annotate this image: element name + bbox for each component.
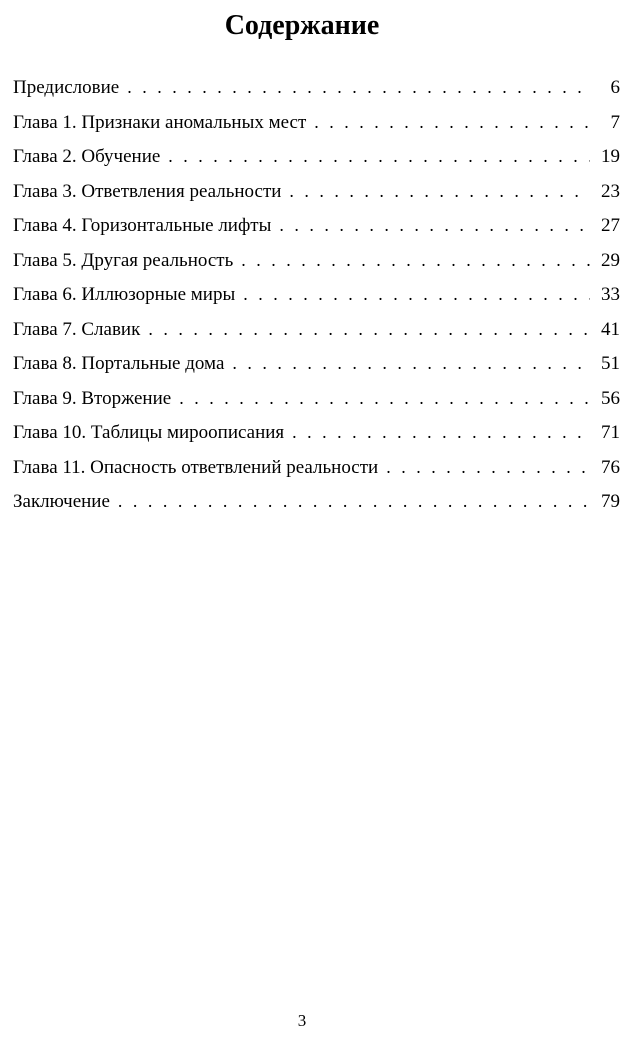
dot-leader: [233, 243, 590, 278]
toc-entry: [13, 243, 620, 278]
toc-entry-title: Предисловие: [13, 77, 120, 98]
toc-entry-title: Глава 6. Иллюзорные миры: [13, 284, 236, 305]
toc-entry-title: Глава 9. Вторжение: [13, 387, 172, 409]
toc-entry-title: Глава 10. Таблицы мироописания: [13, 422, 285, 443]
toc-entry-title: Глава 2. Обучение: [13, 146, 161, 167]
toc-entry: [13, 312, 620, 347]
toc-entry-page: 56: [601, 387, 620, 409]
toc-entry-page: 27: [601, 215, 620, 236]
toc-entry-page: 71: [601, 422, 620, 443]
dot-leader: [110, 484, 590, 519]
page-number: 3: [297, 1011, 307, 1030]
dot-leader: [171, 381, 590, 416]
dot-leader: [224, 346, 590, 381]
toc-entry: [13, 70, 620, 105]
toc-entry-title: Глава 7. Славик: [13, 318, 141, 340]
toc-entry-title: Глава 1. Признаки аномальных мест: [13, 111, 307, 133]
dot-leader: [119, 70, 590, 105]
toc-entry-title: Глава 11. Опасность ответвлений реальности: [13, 456, 379, 478]
toc-entry-title: Глава 5. Другая реальность: [13, 249, 234, 271]
toc-entry: [13, 139, 620, 174]
toc-entry-title: Глава 4. Горизонтальные лифты: [13, 215, 272, 236]
toc-entry-page: 7: [610, 111, 620, 133]
toc-entry-page: 79: [601, 491, 620, 512]
dot-leader: [271, 208, 590, 243]
table-of-contents: [13, 70, 620, 519]
toc-entry: [13, 208, 620, 243]
toc-entry: [13, 277, 620, 312]
dot-leader: [378, 450, 590, 485]
page-title: Содержание: [224, 10, 380, 41]
toc-entry-page: 19: [601, 146, 620, 167]
dot-leader: [284, 415, 590, 450]
dot-leader: [235, 277, 590, 312]
dot-leader: [160, 139, 590, 174]
toc-entry: [13, 450, 620, 485]
toc-entry-page: 41: [601, 318, 620, 340]
toc-entry: [13, 381, 620, 416]
toc-entry-page: 29: [601, 249, 620, 271]
dot-leader: [140, 312, 590, 347]
dot-leader: [281, 174, 590, 209]
toc-entry-page: 23: [601, 180, 620, 202]
toc-entry: [13, 484, 620, 519]
toc-entry: [13, 174, 620, 209]
toc-entry-page: 51: [601, 353, 620, 374]
toc-entry-title: Глава 8. Портальные дома: [13, 353, 225, 374]
toc-entry: [13, 105, 620, 140]
toc-entry-title: Заключение: [13, 491, 110, 512]
toc-entry: [13, 346, 620, 381]
dot-leader: [306, 105, 590, 140]
toc-entry-page: 6: [610, 77, 620, 98]
toc-entry: [13, 415, 620, 450]
toc-entry-page: 76: [601, 456, 620, 478]
toc-entry-page: 33: [601, 284, 620, 305]
toc-entry-title: Глава 3. Ответвления реальности: [13, 180, 282, 202]
